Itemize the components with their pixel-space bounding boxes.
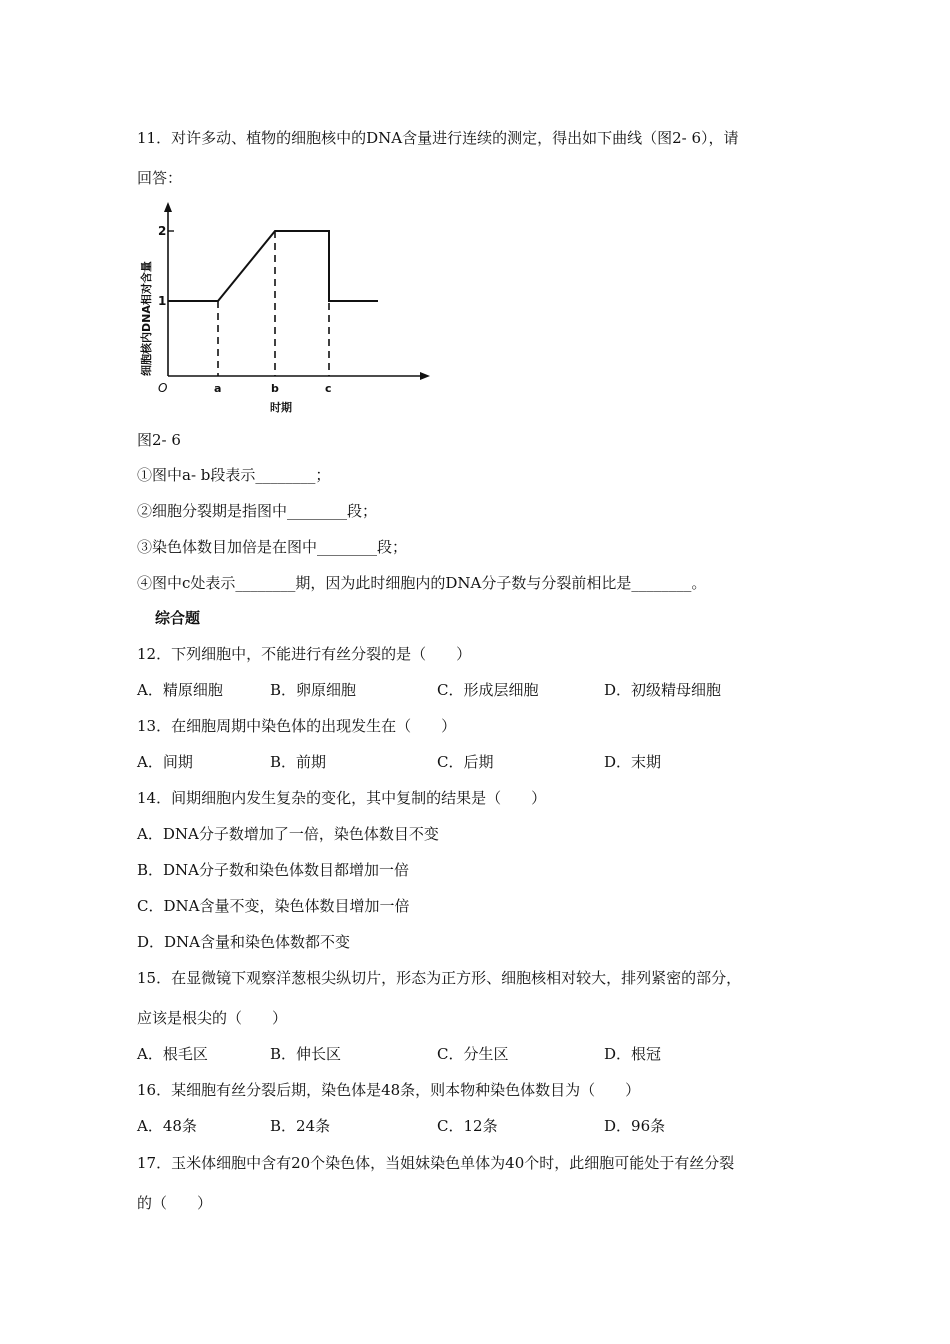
q16-option-a: A．48条 — [137, 1117, 197, 1135]
q14-option-d: D．DNA含量和染色体数都不变 — [137, 933, 351, 951]
q15-option-a: A．根毛区 — [137, 1045, 208, 1063]
q11-sub1: ①图中a- b段表示________； — [137, 466, 331, 484]
q13-stem: 13．在细胞周期中染色体的出现发生在（ ） — [137, 717, 457, 735]
q14-option-a: A．DNA分子数增加了一倍，染色体数目不变 — [137, 825, 439, 843]
q15-stem-line1: 15．在显微镜下观察洋葱根尖纵切片，形态为正方形、细胞核相对较大，排列紧密的部分， — [137, 969, 742, 987]
x-axis-arrow — [420, 372, 430, 380]
origin-label: O — [158, 381, 168, 395]
y-tick-1: 1 — [158, 294, 167, 308]
q11-sub3: ③染色体数目加倍是在图中________段； — [137, 538, 408, 556]
dna-content-figure — [130, 198, 440, 420]
q12-stem: 12．下列细胞中，不能进行有丝分裂的是（ ） — [137, 645, 472, 663]
q15-stem-line2: 应该是根尖的（ ） — [137, 1009, 288, 1027]
q11-sub2: ②细胞分裂期是指图中________段； — [137, 502, 378, 520]
q12-option-b: B．卵原细胞 — [270, 681, 357, 699]
q11-stem-line1: 11．对许多动、植物的细胞核中的DNA含量进行连续的测定，得出如下曲线（图2- 6），请 — [137, 129, 739, 147]
q12-option-a: A．精原细胞 — [137, 681, 223, 699]
q14-stem: 14．间期细胞内发生复杂的变化，其中复制的结果是（ ） — [137, 789, 547, 807]
q16-option-b: B．24条 — [270, 1117, 331, 1135]
q13-option-a: A．间期 — [137, 753, 193, 771]
y-tick-2: 2 — [158, 224, 167, 238]
q16-option-d: D．96条 — [604, 1117, 666, 1135]
q14-option-c: C．DNA含量不变，染色体数目增加一倍 — [137, 897, 410, 915]
q17-stem-line2: 的（ ） — [137, 1194, 213, 1212]
q16-stem: 16．某细胞有丝分裂后期，染色体是48条，则本物种染色体数目为（ ） — [137, 1081, 641, 1099]
q11-stem-line2: 回答： — [137, 169, 183, 187]
x-axis-label: 时期 — [270, 401, 292, 414]
q15-option-c: C．分生区 — [437, 1045, 509, 1063]
dna-curve — [168, 231, 378, 301]
q15-option-b: B．伸长区 — [270, 1045, 342, 1063]
x-tick-a: a — [214, 382, 222, 395]
q13-option-b: B．前期 — [270, 753, 327, 771]
q13-option-c: C．后期 — [437, 753, 494, 771]
y-axis-label: 细胞核内DNA相对含量 — [140, 261, 153, 376]
y-axis-arrow — [164, 202, 172, 212]
x-tick-b: b — [271, 382, 279, 395]
q11-sub4: ④图中c处表示________期，因为此时细胞内的DNA分子数与分裂前相比是________。 — [137, 574, 707, 592]
q12-option-d: D．初级精母细胞 — [604, 681, 722, 699]
q15-option-d: D．根冠 — [604, 1045, 662, 1063]
figure-caption: 图2- 6 — [137, 431, 181, 449]
q17-stem-line1: 17．玉米体细胞中含有20个染色体，当姐妹染色单体为40个时，此细胞可能处于有丝分裂 — [137, 1154, 735, 1172]
x-tick-c: c — [325, 382, 332, 395]
section-title: 综合题 — [155, 609, 201, 627]
q13-option-d: D．末期 — [604, 753, 662, 771]
q16-option-c: C．12条 — [437, 1117, 498, 1135]
q14-option-b: B．DNA分子数和染色体数目都增加一倍 — [137, 861, 410, 879]
q12-option-c: C．形成层细胞 — [437, 681, 539, 699]
